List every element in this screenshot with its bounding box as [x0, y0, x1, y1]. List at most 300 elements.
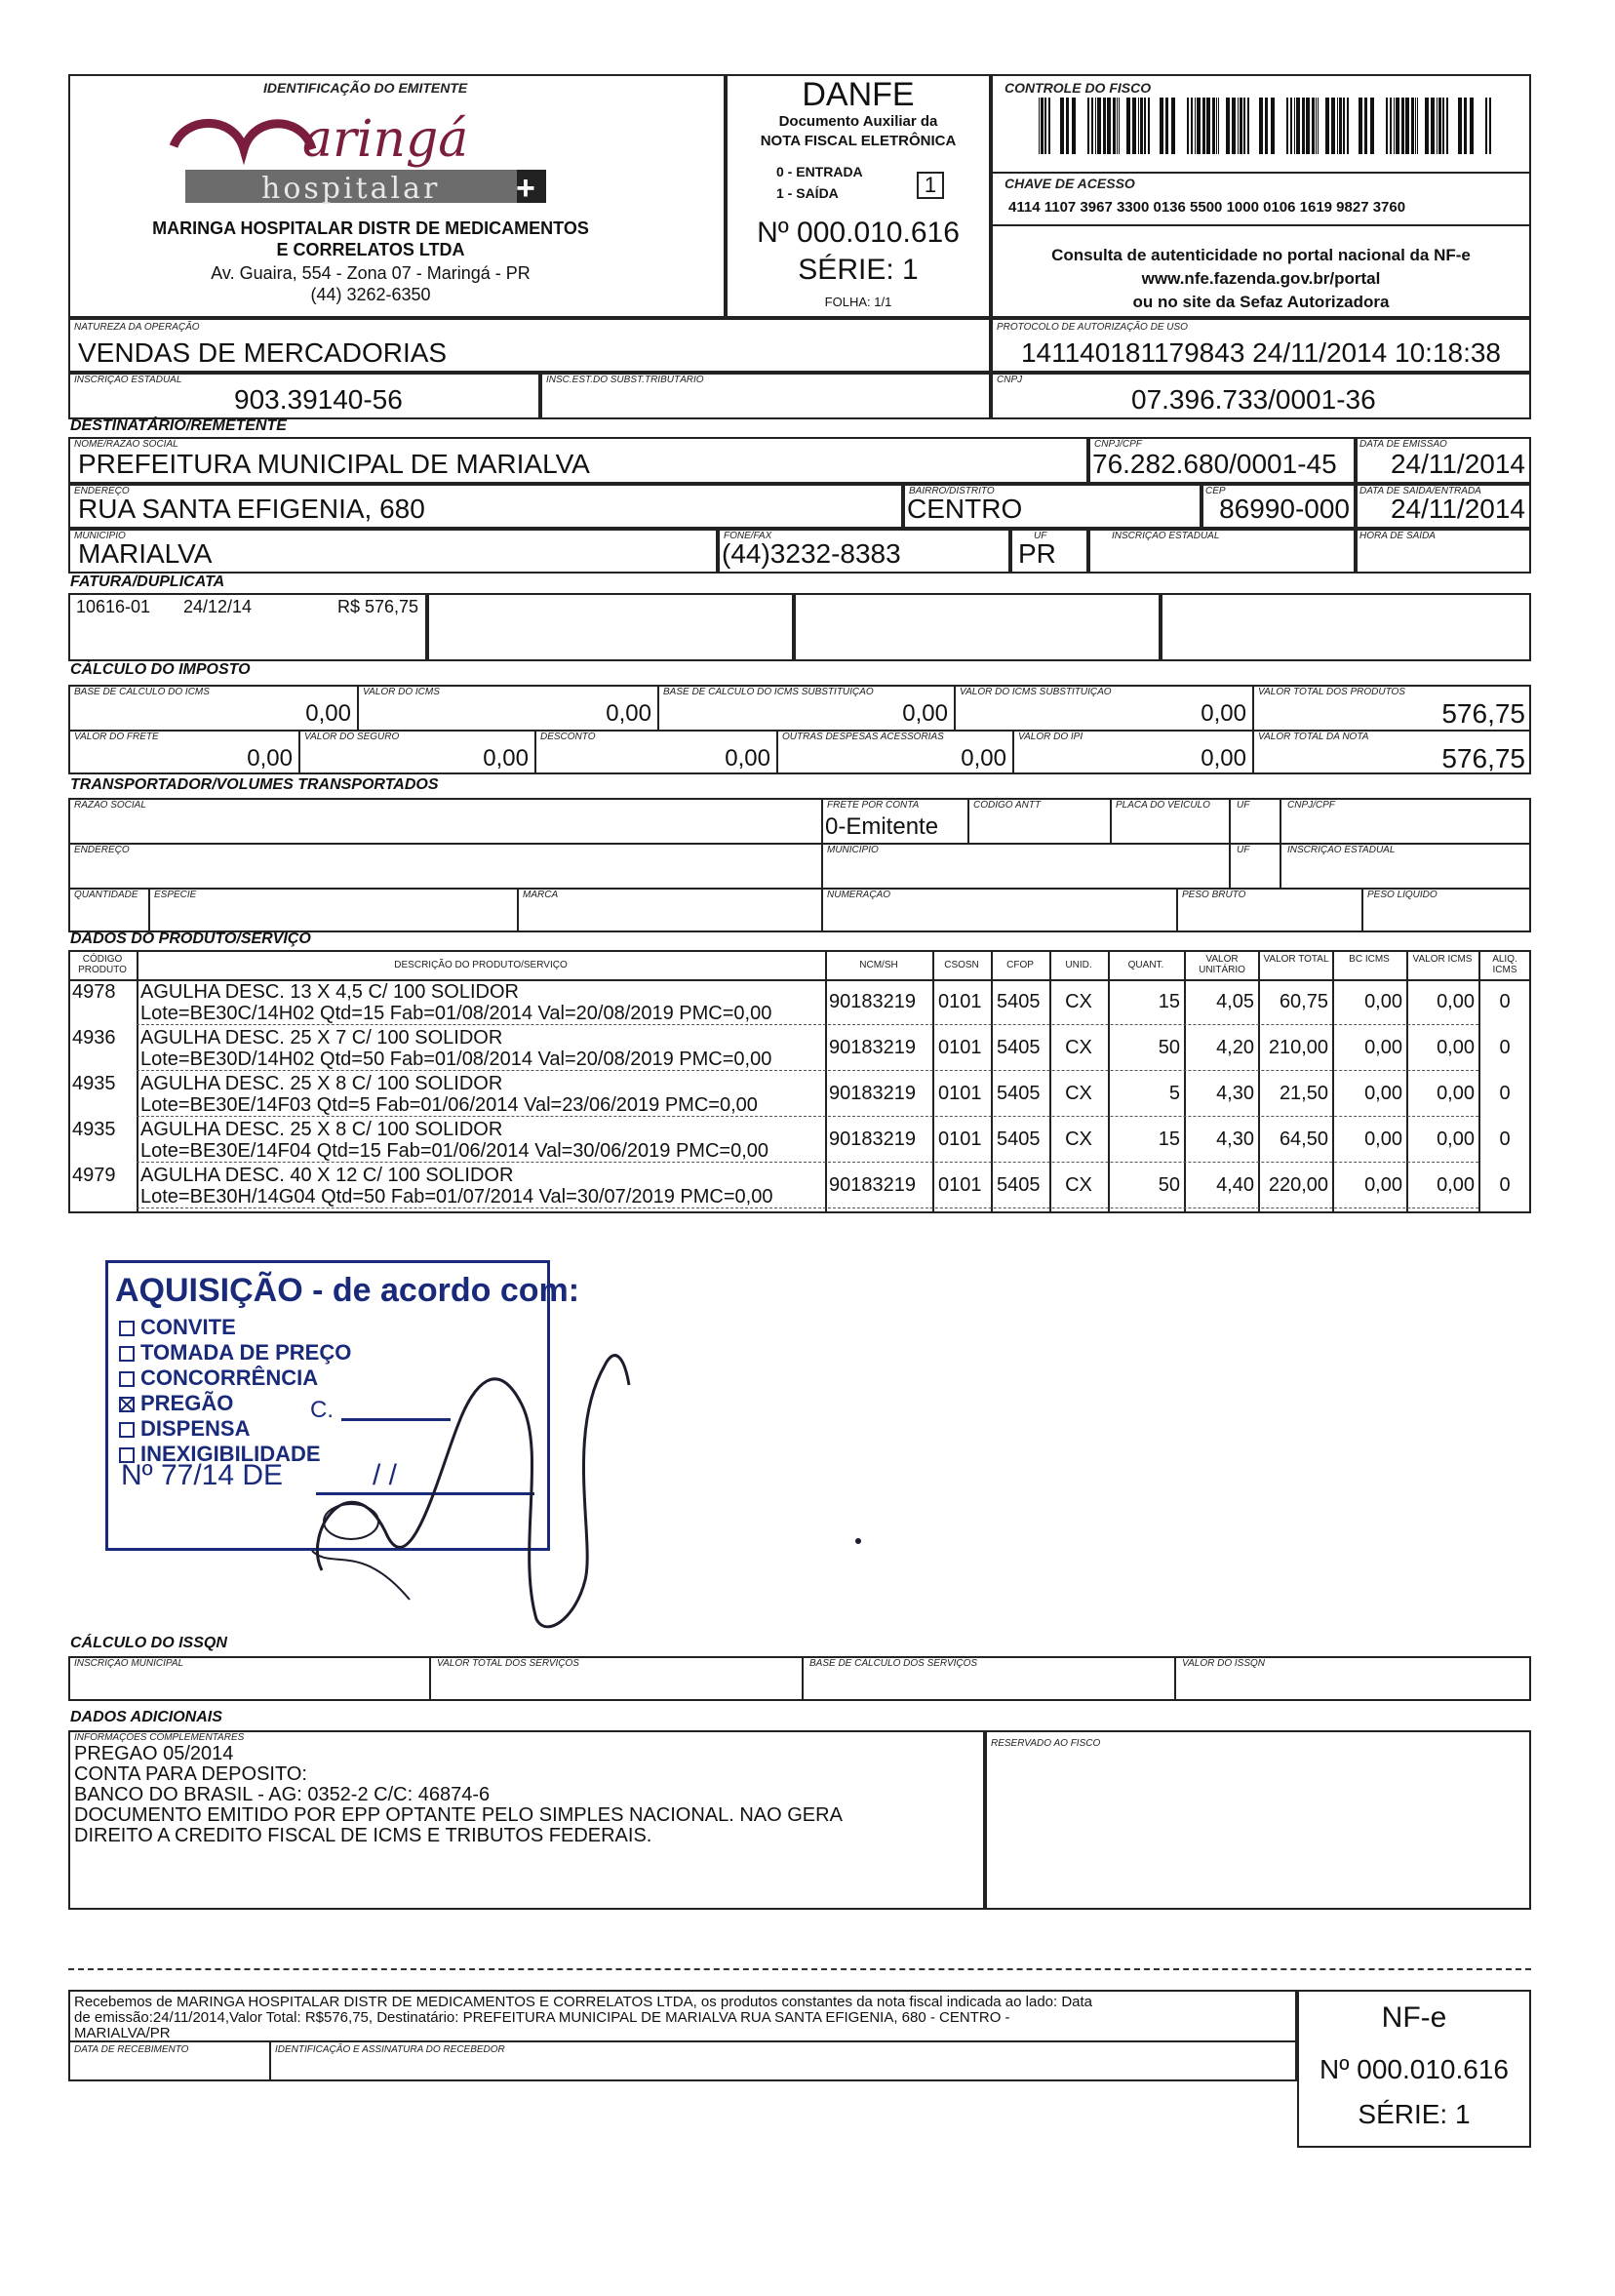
transp-ie-label: INSCRIÇÃO ESTADUAL — [1287, 845, 1396, 855]
danfe-tipo-box: 1 — [917, 172, 944, 199]
barcode-bar — [1489, 98, 1491, 154]
transp-peso-bruto-label: PESO BRUTO — [1182, 890, 1246, 900]
barcode-bar — [1226, 98, 1230, 154]
danfe-title: DANFE — [802, 76, 915, 113]
adicionais-line: DIREITO A CREDITO FISCAL DE ICMS E TRIBUTOS FEDERAIS. — [74, 1825, 652, 1846]
outras-value: 0,00 — [961, 745, 1006, 772]
v-st-value: 0,00 — [1201, 700, 1246, 727]
fatura-valor: R$ 576,75 — [337, 597, 419, 616]
transporte-section-label: TRANSPORTADOR/VOLUMES TRANSPORTADOS — [70, 776, 439, 793]
consulta-line3: ou no site da Sefaz Autorizadora — [1132, 293, 1390, 311]
emitente-address: Av. Guaira, 554 - Zona 07 - Maringá - PR — [211, 263, 531, 283]
natureza-label: NATUREZA DA OPERAÇÃO — [74, 322, 200, 333]
transp-v5 — [1280, 798, 1281, 888]
seguro-value: 0,00 — [483, 745, 529, 772]
barcode-bar — [1165, 98, 1168, 154]
barcode-bar — [1331, 98, 1335, 154]
protocolo-label: PROTOCOLO DE AUTORIZAÇÃO DE USO — [997, 322, 1188, 333]
row-unid: CX — [1065, 991, 1092, 1012]
barcode-bar — [1160, 98, 1163, 154]
barcode-bar — [1171, 98, 1175, 154]
transp-uf-label: UF — [1237, 800, 1250, 811]
protocolo-value: 141140181179843 24/11/2014 10:18:38 — [1020, 337, 1502, 368]
canhoto-cut-line — [68, 1968, 1531, 1970]
barcode-bar — [1405, 98, 1409, 154]
transp-qtd-label: QUANTIDADE — [74, 890, 138, 900]
row-icms: 0,00 — [1437, 1037, 1475, 1058]
barcode-bar — [1312, 98, 1315, 154]
barcode-bar — [1437, 98, 1438, 154]
dest-cnpj-value: 76.282.680/0001-45 — [1092, 449, 1337, 479]
checkbox-icon — [119, 1422, 135, 1438]
destinatario-section-label: DESTINATÁRIO/REMETENTE — [70, 417, 287, 434]
dest-cnpj-label: CNPJ/CPF — [1094, 439, 1142, 450]
fatura-vencimento: 24/12/14 — [183, 597, 253, 616]
barcode-bar — [1415, 98, 1416, 154]
th-bc-icms: BC ICMS — [1349, 954, 1390, 965]
row-unid: CX — [1065, 1037, 1092, 1058]
row-unid: CX — [1065, 1174, 1092, 1196]
transp-v6 — [148, 888, 150, 932]
transp-numeracao-label: NUMERAÇÃO — [827, 890, 891, 900]
v-icms-label: VALOR DO ICMS — [363, 687, 440, 697]
dest-endereco-value: RUA SANTA EFIGENIA, 680 — [78, 494, 425, 524]
canhoto-data-label: DATA DE RECEBIMENTO — [74, 2044, 189, 2055]
row-desc1: AGULHA DESC. 40 X 12 C/ 100 SOLIDOR — [140, 1165, 514, 1186]
ie-st-label: INSC.EST.DO SUBST.TRIBUTÁRIO — [546, 375, 704, 385]
row-dotted-separator — [137, 1024, 1478, 1025]
barcode-bar — [1197, 98, 1201, 154]
canhoto-v1 — [269, 2040, 271, 2081]
danfe-numero: Nº 000.010.616 — [757, 217, 960, 249]
transporte-box — [68, 798, 1531, 932]
row-bc: 0,00 — [1364, 1037, 1402, 1058]
barcode-bar — [1394, 98, 1395, 154]
barcode — [1039, 98, 1497, 154]
barcode-bar — [1316, 98, 1317, 154]
barcode-bar — [1271, 98, 1275, 154]
transp-cnpj-label: CNPJ/CPF — [1287, 800, 1335, 811]
barcode-bar — [1470, 98, 1474, 154]
transp-uf2-label: UF — [1237, 845, 1250, 855]
consulta-line2: www.nfe.fazenda.gov.br/portal — [1141, 269, 1381, 288]
transp-placa-label: PLACA DO VEÍCULO — [1116, 800, 1210, 811]
row-cfop: 5405 — [997, 1083, 1041, 1104]
barcode-bar — [1206, 98, 1210, 154]
dest-nome-label: NOME/RAZÃO SOCIAL — [74, 439, 178, 450]
issqn-section-label: CÁLCULO DO ISSQN — [70, 1635, 227, 1651]
adicionais-lines — [74, 1744, 843, 1846]
bc-st-value: 0,00 — [902, 700, 948, 727]
row-desc2: Lote=BE30H/14G04 Qtd=50 Fab=01/07/2014 Val=30/07/2019 PMC=0,00 — [140, 1186, 773, 1207]
barcode-bar — [1306, 98, 1310, 154]
transp-frete-value: 0-Emitente — [825, 813, 939, 840]
barcode-bar — [1339, 98, 1342, 154]
row-codigo: 4935 — [72, 1073, 116, 1094]
barcode-bar — [1044, 98, 1046, 154]
row-ncm: 90183219 — [829, 991, 916, 1012]
desconto-label: DESCONTO — [540, 732, 596, 742]
th-codigo: CÓDIGO PRODUTO — [78, 954, 127, 975]
row-aliq: 0 — [1499, 1128, 1511, 1150]
th-quant: QUANT. — [1127, 960, 1164, 970]
row-quant: 15 — [1158, 1128, 1180, 1150]
barcode-bar — [1072, 98, 1076, 154]
transp-frete-label: FRETE POR CONTA — [827, 800, 920, 811]
row-v-unit: 4,30 — [1216, 1083, 1254, 1104]
reservado-label: RESERVADO AO FISCO — [991, 1738, 1101, 1749]
row-icms: 0,00 — [1437, 1128, 1475, 1150]
issqn-im-label: INSCRIÇÃO MUNICIPAL — [74, 1658, 184, 1669]
row-bc: 0,00 — [1364, 1174, 1402, 1196]
danfe-folha: FOLHA: 1/1 — [824, 295, 892, 309]
desconto-value: 0,00 — [725, 745, 770, 772]
barcode-bar — [1417, 98, 1418, 154]
dest-bairro-value: CENTRO — [907, 494, 1023, 524]
dest-saida-label: DATA DE SAÍDA/ENTRADA — [1359, 486, 1481, 496]
row-codigo: 4979 — [72, 1165, 116, 1186]
imposto-section-label: CÁLCULO DO IMPOSTO — [70, 661, 251, 678]
adicionais-info-label: INFORMAÇÕES COMPLEMENTARES — [74, 1732, 245, 1743]
barcode-bar — [1091, 98, 1093, 154]
barcode-bar — [1464, 98, 1467, 154]
barcode-bar — [1126, 98, 1130, 154]
v-icms-value: 0,00 — [606, 700, 651, 727]
stamp-item-label: TOMADA DE PREÇO — [140, 1340, 352, 1365]
cnpj-emit-label: CNPJ — [997, 375, 1023, 385]
row-v-unit: 4,20 — [1216, 1037, 1254, 1058]
row-csosn: 0101 — [938, 991, 982, 1012]
canhoto-text-3: MARIALVA/PR — [74, 2025, 171, 2041]
row-dotted-separator — [137, 1162, 1478, 1163]
th-csosn: CSOSN — [944, 960, 979, 970]
stamp-item-label: PREGÃO — [140, 1391, 234, 1415]
row-icms: 0,00 — [1437, 991, 1475, 1012]
issqn-bc-label: BASE DE CÁLCULO DOS SERVIÇOS — [809, 1658, 978, 1669]
row-aliq: 0 — [1499, 1037, 1511, 1058]
canhoto-text-1: Recebemos de MARINGA HOSPITALAR DISTR DE MEDICAMENTOS E CORRELATOS LTDA, os produtos constantes da nota fiscal indicada ao lado: Data — [74, 1994, 1093, 2010]
natureza-value: VENDAS DE MERCADORIAS — [78, 337, 448, 368]
barcode-bar — [1117, 98, 1118, 154]
barcode-bar — [1364, 98, 1367, 154]
dest-emissao-label: DATA DE EMISSÃO — [1359, 439, 1447, 450]
emitente-name-line1: MARINGA HOSPITALAR DISTR DE MEDICAMENTOS — [152, 218, 589, 238]
v-st-label: VALOR DO ICMS SUBSTITUIÇÃO — [960, 687, 1112, 697]
barcode-bar — [1039, 98, 1040, 154]
row-dotted-separator — [137, 1207, 1478, 1208]
canhoto-nfe: NF-e — [1381, 2001, 1447, 2034]
barcode-bar — [1442, 98, 1444, 154]
v-prod-value: 576,75 — [1441, 698, 1525, 729]
barcode-bar — [1302, 98, 1305, 154]
barcode-bar — [1103, 98, 1106, 154]
barcode-bar — [1325, 98, 1329, 154]
row-aliq: 0 — [1499, 1174, 1511, 1196]
v-prod-label: VALOR TOTAL DOS PRODUTOS — [1258, 687, 1405, 697]
canhoto-serie: SÉRIE: 1 — [1358, 2099, 1471, 2129]
canhoto-numero: Nº 000.010.616 — [1320, 2054, 1509, 2084]
barcode-bar — [1066, 98, 1069, 154]
row-v-unit: 4,30 — [1216, 1128, 1254, 1150]
fatura-box-4 — [1161, 593, 1531, 661]
bc-st-label: BASE DE CÁLCULO DO ICMS SUBSTITUIÇÃO — [663, 687, 874, 697]
barcode-bar — [1396, 98, 1399, 154]
row-desc2: Lote=BE30D/14H02 Qtd=50 Fab=01/08/2014 Val=20/08/2019 PMC=0,00 — [140, 1049, 772, 1070]
th-ncm: NCM/SH — [859, 960, 898, 970]
ie-label: INSCRIÇÃO ESTADUAL — [74, 375, 182, 385]
barcode-bar — [1048, 98, 1050, 154]
stamp-numero: Nº 77/14 DE — [121, 1459, 284, 1491]
issqn-v-serv-label: VALOR TOTAL DOS SERVIÇOS — [437, 1658, 579, 1669]
barcode-bar — [1107, 98, 1111, 154]
barcode-bar — [1218, 98, 1219, 154]
row-codigo: 4935 — [72, 1119, 116, 1140]
stamp-slashes: / / — [373, 1459, 398, 1491]
row-v-total: 21,50 — [1279, 1083, 1328, 1104]
issqn-v3 — [1174, 1656, 1176, 1701]
barcode-bar — [1041, 98, 1044, 154]
barcode-bar — [1259, 98, 1263, 154]
transp-v7 — [517, 888, 519, 932]
danfe-serie: SÉRIE: 1 — [798, 254, 919, 286]
dest-municipio-value: MARIALVA — [78, 538, 213, 569]
transp-especie-label: ESPÉCIE — [154, 890, 197, 900]
row-ncm: 90183219 — [829, 1037, 916, 1058]
row-ncm: 90183219 — [829, 1083, 916, 1104]
emitente-section-label: IDENTIFICAÇÃO DO EMITENTE — [263, 80, 468, 96]
barcode-bar — [1390, 98, 1392, 154]
fatura-section-label: FATURA/DUPLICATA — [70, 574, 225, 590]
barcode-bar — [1202, 98, 1205, 154]
fatura-box-3 — [794, 593, 1161, 661]
dest-saida-value: 24/11/2014 — [1390, 494, 1525, 524]
issqn-v-iss-label: VALOR DO ISSQN — [1182, 1658, 1266, 1669]
prod-col-4 — [991, 950, 993, 1213]
issqn-box — [68, 1656, 1531, 1701]
th-descricao: DESCRIÇÃO DO PRODUTO/SERVIÇO — [394, 960, 568, 970]
svg-text:aringá: aringá — [302, 110, 469, 169]
dest-endereco-label: ENDEREÇO — [74, 486, 130, 496]
transp-endereco-label: ENDEREÇO — [74, 845, 130, 855]
prod-col-2 — [825, 950, 827, 1213]
row-cfop: 5405 — [997, 1174, 1041, 1196]
barcode-bar — [1337, 98, 1338, 154]
row-codigo: 4936 — [72, 1027, 116, 1049]
ipi-value: 0,00 — [1201, 745, 1246, 772]
dest-cep-label: CEP — [1205, 486, 1226, 496]
fisco-divider-2 — [991, 224, 1531, 226]
barcode-bar — [1343, 98, 1345, 154]
row-csosn: 0101 — [938, 1174, 982, 1196]
dest-uf-label: UF — [1034, 531, 1047, 541]
issqn-v1 — [429, 1656, 431, 1701]
barcode-bar — [1187, 98, 1189, 154]
produtos-section-label: DADOS DO PRODUTO/SERVIÇO — [70, 930, 311, 947]
checkbox-icon — [119, 1371, 135, 1387]
barcode-bar — [1485, 98, 1487, 154]
dest-nome-value: PREFEITURA MUNICIPAL DE MARIALVA — [78, 449, 590, 479]
barcode-bar — [1318, 98, 1319, 154]
row-bc: 0,00 — [1364, 1083, 1402, 1104]
ipi-label: VALOR DO IPI — [1018, 732, 1083, 742]
transp-municipio-label: MUNICÍPIO — [827, 845, 879, 855]
fatura-box-2 — [427, 593, 794, 661]
barcode-bar — [1347, 98, 1349, 154]
danfe-sub2: NOTA FISCAL ELETRÔNICA — [760, 133, 957, 149]
checked-box-icon — [119, 1397, 135, 1412]
row-cfop: 5405 — [997, 1037, 1041, 1058]
adicionais-line: BANCO DO BRASIL - AG: 0352-2 C/C: 46874-6 — [74, 1784, 491, 1805]
dest-fone-label: FONE/FAX — [724, 531, 772, 541]
row-v-unit: 4,05 — [1216, 991, 1254, 1012]
barcode-bar — [1144, 98, 1146, 154]
row-dotted-separator — [137, 1070, 1478, 1071]
barcode-bar — [1294, 98, 1295, 154]
bc-icms-label: BASE DE CÁLCULO DO ICMS — [74, 687, 210, 697]
row-aliq: 0 — [1499, 991, 1511, 1012]
stamp-c-label: C. — [310, 1397, 334, 1423]
dest-fone-value: (44)3232-8383 — [722, 538, 901, 569]
barcode-bar — [1446, 98, 1448, 154]
cnpj-emit-value: 07.396.733/0001-36 — [1131, 384, 1376, 415]
logo-subtitle: hospitalar — [261, 172, 441, 206]
barcode-bar — [1401, 98, 1404, 154]
fatura-numero: 10616-01 — [76, 597, 151, 616]
dest-hora-label: HORA DE SAÍDA — [1359, 531, 1436, 541]
dest-ie-label: INSCRIÇÃO ESTADUAL — [1112, 531, 1220, 541]
barcode-bar — [1119, 98, 1120, 154]
barcode-bar — [1095, 98, 1096, 154]
row-cfop: 5405 — [997, 1128, 1041, 1150]
outras-label: OUTRAS DESPESAS ACESSÓRIAS — [782, 732, 944, 742]
th-v-unit: VALOR UNITÁRIO — [1199, 954, 1245, 975]
logo-plus-icon: + — [516, 170, 535, 207]
row-icms: 0,00 — [1437, 1083, 1475, 1104]
row-icms: 0,00 — [1437, 1174, 1475, 1196]
dest-municipio-label: MUNICÍPIO — [74, 531, 126, 541]
transp-v3 — [1110, 798, 1112, 843]
canhoto-ident-label: IDENTIFICAÇÃO E ASSINATURA DO RECEBEDOR — [275, 2044, 505, 2055]
danfe-entrada: 0 - ENTRADA — [776, 164, 863, 179]
ie-value: 903.39140-56 — [234, 384, 403, 415]
barcode-bar — [1238, 98, 1239, 154]
row-desc1: AGULHA DESC. 25 X 8 C/ 100 SOLIDOR — [140, 1073, 503, 1094]
row-desc1: AGULHA DESC. 13 X 4,5 C/ 100 SOLIDOR — [140, 981, 519, 1003]
row-bc: 0,00 — [1364, 1128, 1402, 1150]
barcode-bar — [1411, 98, 1414, 154]
barcode-bar — [1191, 98, 1193, 154]
transp-razao-label: RAZÃO SOCIAL — [74, 800, 146, 811]
barcode-bar — [1195, 98, 1196, 154]
stamp-item-label: DISPENSA — [140, 1416, 251, 1441]
row-v-unit: 4,40 — [1216, 1174, 1254, 1196]
emitente-phone: (44) 3262-6350 — [310, 285, 431, 304]
transp-v4 — [1229, 798, 1231, 888]
danfe-saida: 1 - SAÍDA — [776, 185, 839, 201]
transp-peso-liquido-label: PESO LÍQUIDO — [1367, 890, 1438, 900]
barcode-bar — [1359, 98, 1362, 154]
barcode-bar — [1138, 98, 1139, 154]
barcode-bar — [1370, 98, 1374, 154]
transp-antt-label: CÓDIGO ANTT — [973, 800, 1042, 811]
barcode-bar — [1240, 98, 1242, 154]
dest-bairro-label: BAIRRO/DISTRITO — [909, 486, 995, 496]
barcode-bar — [1296, 98, 1300, 154]
transp-v9 — [1361, 888, 1363, 932]
row-desc2: Lote=BE30E/14F04 Qtd=15 Fab=01/06/2014 Val=30/06/2019 PMC=0,00 — [140, 1140, 769, 1162]
chave-label: CHAVE DE ACESSO — [1004, 176, 1135, 191]
barcode-bar — [1216, 98, 1217, 154]
dest-emissao-value: 24/11/2014 — [1390, 449, 1525, 479]
transp-v2 — [967, 798, 969, 843]
dest-uf-value: PR — [1018, 538, 1056, 569]
emitente-name-line2: E CORRELATOS LTDA — [276, 240, 465, 259]
row-desc1: AGULHA DESC. 25 X 7 C/ 100 SOLIDOR — [140, 1027, 503, 1049]
fisco-divider-1 — [991, 172, 1531, 174]
handwritten-signature — [293, 1326, 917, 1648]
barcode-bar — [1232, 98, 1236, 154]
row-unid: CX — [1065, 1128, 1092, 1150]
row-v-total: 210,00 — [1268, 1037, 1328, 1058]
consulta-line1: Consulta de autenticidade no portal nacional da NF-e — [1051, 246, 1471, 264]
row-ncm: 90183219 — [829, 1128, 916, 1150]
row-csosn: 0101 — [938, 1037, 982, 1058]
row-cfop: 5405 — [997, 991, 1041, 1012]
frete-value: 0,00 — [247, 745, 293, 772]
barcode-bar — [1087, 98, 1089, 154]
dest-cep-value: 86990-000 — [1219, 494, 1350, 524]
row-ncm: 90183219 — [829, 1174, 916, 1196]
barcode-bar — [1265, 98, 1268, 154]
barcode-bar — [1425, 98, 1429, 154]
barcode-bar — [1290, 98, 1292, 154]
barcode-bar — [1113, 98, 1116, 154]
row-desc2: Lote=BE30C/14H02 Qtd=15 Fab=01/08/2014 Val=20/08/2019 PMC=0,00 — [140, 1003, 772, 1024]
row-v-total: 220,00 — [1268, 1174, 1328, 1196]
stamp-title: AQUISIÇÃO - de acordo com: — [115, 1272, 580, 1309]
row-quant: 15 — [1158, 991, 1180, 1012]
row-csosn: 0101 — [938, 1128, 982, 1150]
barcode-bar — [1243, 98, 1245, 154]
transp-marca-label: MARCA — [523, 890, 559, 900]
danfe-sub1: Documento Auxiliar da — [778, 113, 938, 130]
prod-col-3 — [932, 950, 934, 1213]
barcode-bar — [1212, 98, 1215, 154]
th-aliq: ALIQ. ICMS — [1492, 954, 1517, 975]
frete-label: VALOR DO FRETE — [74, 732, 159, 742]
transp-v8 — [1176, 888, 1178, 932]
issqn-v2 — [802, 1656, 804, 1701]
row-codigo: 4978 — [72, 981, 116, 1003]
row-v-total: 60,75 — [1279, 991, 1328, 1012]
barcode-bar — [1431, 98, 1435, 154]
barcode-bar — [1247, 98, 1249, 154]
barcode-bar — [1140, 98, 1143, 154]
row-aliq: 0 — [1499, 1083, 1511, 1104]
controle-fisco-label: CONTROLE DO FISCO — [1004, 80, 1152, 96]
stamp-item-label: INEXIGIBILIDADE — [140, 1442, 321, 1466]
row-desc2: Lote=BE30E/14F03 Qtd=5 Fab=01/06/2014 Val=23/06/2019 PMC=0,00 — [140, 1094, 758, 1116]
row-quant: 50 — [1158, 1174, 1180, 1196]
barcode-bar — [1286, 98, 1288, 154]
v-nota-value: 576,75 — [1441, 743, 1525, 773]
checkbox-icon — [119, 1321, 135, 1336]
th-cfop: CFOP — [1006, 960, 1034, 970]
row-dotted-separator — [137, 1116, 1478, 1117]
th-v-icms: VALOR ICMS — [1412, 954, 1473, 965]
transp-h2 — [68, 888, 1531, 890]
adicionais-line: CONTA PARA DEPOSITO: — [74, 1763, 307, 1785]
